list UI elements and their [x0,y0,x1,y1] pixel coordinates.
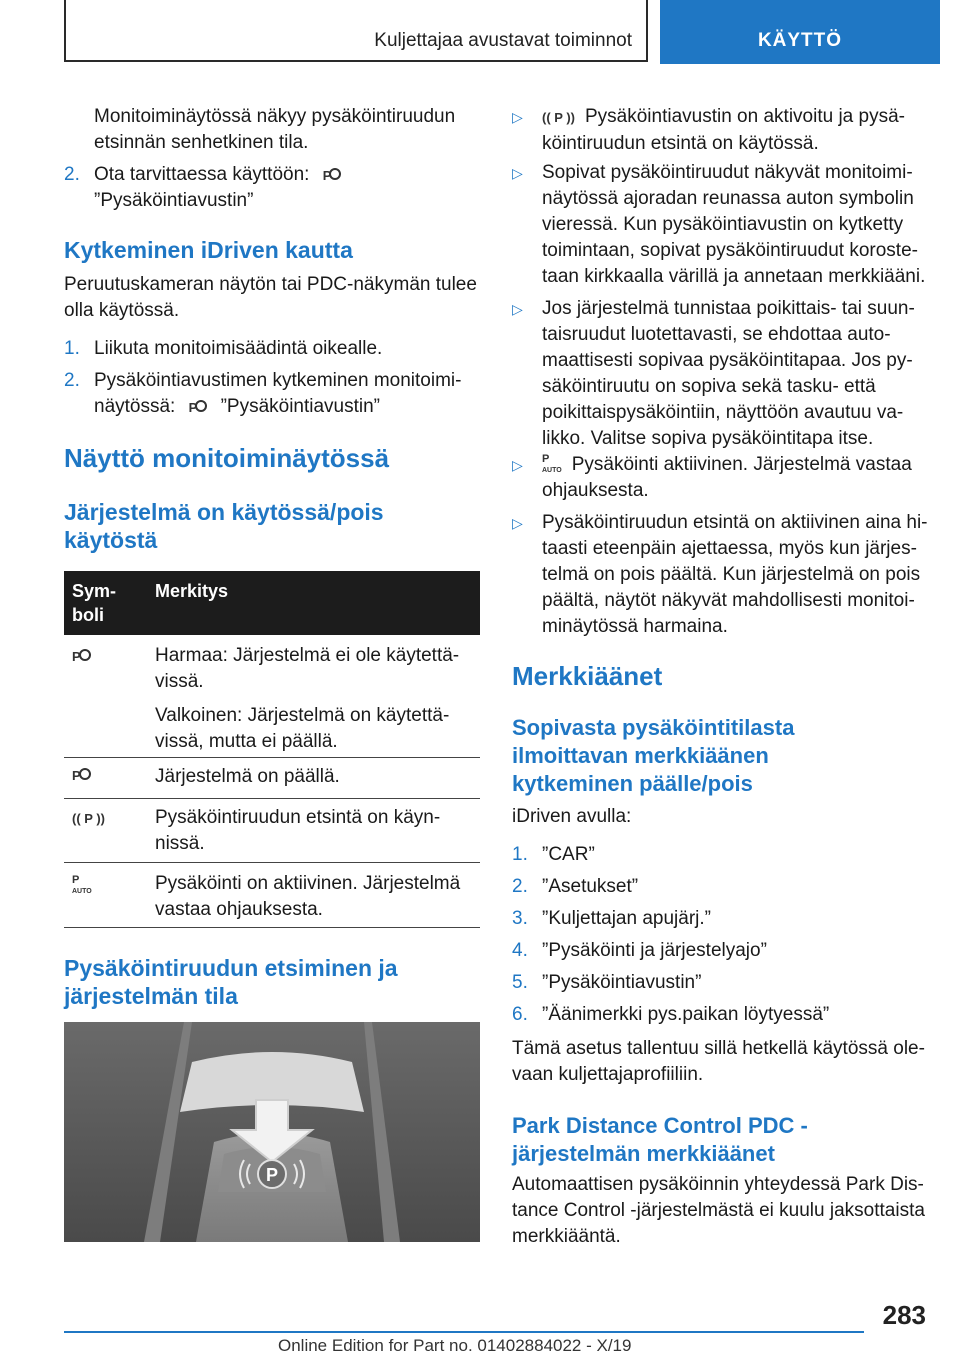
heading-line: ilmoittavan merkkiäänen [512,743,769,768]
parking-scan-icon: (( P )) [542,110,575,125]
bullet-text [542,296,915,452]
step-number: 2. [64,370,80,391]
page-number: 283 [882,1300,926,1330]
park-assist-icon: P [72,649,91,663]
step-text: ”Pysäköintiavustin” [542,972,702,993]
step-text: ”Kuljettajan apujärj.” [542,908,711,929]
park-auto-icon: P AUTO [72,874,92,895]
heading-line: Järjestelmä on käytössä/pois [64,499,384,525]
table-header [64,571,480,635]
bullet-line: maattisesti sopivaa pysäköintitapaa. Jos py- [542,350,913,371]
idrive-paragraph [64,272,477,324]
parking-scan-icon: (( P )) [72,811,105,826]
row-meaning [155,643,459,755]
step-line: Pysäköintiavustimen kytkeminen monitoimi- [94,370,462,391]
header-line: boli [72,605,104,625]
bullet-text [542,510,928,640]
step-text: Liikuta monitoimisäädintä oikealle. [94,338,383,359]
paragraph-line: Tämä asetus tallentuu sillä hetkellä käytössä ole- [512,1038,925,1059]
intro-line: Monitoiminäytössä näkyy pysäköintiruudun [94,106,456,127]
col-symbol-header [72,579,116,627]
meaning-line: Pysäköinti on aktiivinen. Järjestelmä [155,873,461,894]
col-meaning-header: Merkitys [155,581,229,601]
heading-line: kytkeminen päälle/pois [512,771,753,796]
bullet-line: toimintaan, sopivat pysäköintiruudut koroste- [542,240,918,261]
bullet-text [542,452,912,504]
bullet-line: telmä on pois päältä. Kun järjestelmä on pois [542,564,921,585]
heading-line: Sopivasta pysäköintitilasta [512,715,795,740]
step-number: 4. [512,940,528,961]
step-text: ”CAR” [542,844,595,865]
save-note [512,1036,925,1088]
paragraph-line: Automaattisen pysäköinnin yhteydessä Park Dis- [512,1174,924,1195]
footer-divider [64,1331,864,1333]
row-meaning [155,871,460,923]
heading-idrive: Kytkeminen iDriven kautta [64,237,353,263]
heading-display: Näyttö monitoiminäytössä [64,443,390,473]
park-assist-icon: P [189,400,208,415]
paragraph-line: tance Control -järjestelmästä ei kuulu jaksottaista [512,1200,925,1221]
bullet-line: vieressä. Kun pysäköintiavustin on kytketty [542,214,904,235]
bullet-line: minäytössä harmaina. [542,616,728,637]
bullet-line: Pysäköintiavustin on aktivoitu ja pysä- [584,106,905,127]
pdc-paragraph [512,1172,925,1250]
table-row [64,863,480,928]
heading-notify-sound [512,714,794,798]
heading-line: järjestelmän tila [64,983,238,1009]
bullet-line: likko. Valitse sopiva pysäköintitapa itse. [542,428,874,449]
step-text [94,368,461,420]
park-assist-icon: P [323,168,342,183]
step-number: 5. [512,972,528,993]
bullet-line: köintiruudun etsintä on käytössä. [542,133,819,154]
heading-system-state [64,498,384,554]
meaning-line: vissä. [155,671,204,692]
symbol-table [64,571,480,928]
step-text: ”Pysäköinti ja järjestelyajo” [542,940,767,961]
park-assist-icon: P [72,768,91,782]
heading-line: järjestelmän merkkiäänet [512,1141,775,1166]
triangle-bullet-icon: ▷ [512,457,523,473]
meaning-line: nissä. [155,833,205,854]
bullet-line: Jos järjestelmä tunnistaa poikittais- tai suun- [542,298,915,319]
parking-scene-illustration [64,1022,480,1242]
heading-line: Park Distance Control PDC - [512,1113,808,1138]
bullet-line: taasti eteenpäin ajettaessa, myös kun järjes- [542,538,917,559]
step-number: 1. [512,844,528,865]
heading-sounds: Merkkiäänet [512,661,663,691]
step-line: näytössä: [94,396,176,417]
bullet-line: poikittaispysäköintiin, näyttöön avautuu va- [542,402,904,423]
heading-line: Pysäköintiruudun etsiminen ja [64,955,398,981]
row-meaning: Järjestelmä on päällä. [155,766,340,787]
intro-line: etsinnän senhetkinen tila. [94,132,309,153]
step-line: ”Pysäköintiavustin” [94,190,254,211]
paragraph-line: Peruutuskameran näytön tai PDC-näkymän tulee [64,274,477,295]
step-line: Ota tarvittaessa käyttöön: [94,164,310,185]
triangle-bullet-icon: ▷ [512,301,523,317]
bullet-line: Sopivat pysäköintiruudut näkyvät monitoimi- [542,162,913,183]
section-title: Kuljettajaa avustavat toiminnot [374,30,632,51]
park-auto-icon: P AUTO [542,452,562,474]
step-number: 6. [512,1004,528,1025]
bullet-line: ohjauksesta. [542,480,649,501]
chapter-tab [660,0,940,64]
bullet-line: näytössä ajoradan reunassa auton symbolin [542,188,914,209]
step-number: 2. [512,876,528,897]
step-number: 1. [64,338,80,359]
row-meaning [155,805,440,857]
bullet-line: Pysäköintiruudun etsintä on aktiivinen aina hi- [542,512,928,533]
via-text: iDriven avulla: [512,806,632,827]
meaning-line: Pysäköintiruudun etsintä on käyn- [155,807,441,828]
header-line: Sym- [72,581,117,601]
table-row [64,758,480,799]
meaning-line: vastaa ohjauksesta. [155,899,323,920]
bullet-line: päältä, näytöt näkyvät mahdollisesti monitoi- [542,590,915,611]
step-text: ”Äänimerkki pys.paikan löytyessä” [542,1004,830,1025]
bullet-line: taan kirkkaalla värillä ja annetaan merkkiääni. [542,266,926,287]
paragraph-line: merkkiääntä. [512,1226,621,1247]
heading-line: käytöstä [64,527,158,553]
step-number: 2. [64,164,80,185]
bullet-text [542,160,925,290]
paragraph-line: olla käytössä. [64,300,180,321]
heading-pdc [512,1112,808,1168]
meaning-line: Valkoinen: Järjestelmä on käytettä- [155,705,450,726]
table-row [64,799,480,863]
triangle-bullet-icon: ▷ [512,109,523,125]
step-text: ”Asetukset” [542,876,639,897]
display-illustration [64,1022,480,1242]
meaning-line: Harmaa: Järjestelmä ei ole käytettä- [155,645,460,666]
bullet-text [542,104,905,157]
step-number: 3. [512,908,528,929]
paragraph-line: vaan kuljettajaprofiiliin. [512,1064,704,1085]
step-line: ”Pysäköintiavustin” [220,396,381,417]
step-text [94,162,341,214]
intro-text [94,104,455,156]
page-header [64,0,940,64]
edition-text: Online Edition for Part no. 01402884022 - X/19 [278,1336,632,1355]
triangle-bullet-icon: ▷ [512,515,523,531]
triangle-bullet-icon: ▷ [512,165,523,181]
table-row [64,635,480,758]
section-title-box [64,0,648,62]
meaning-line: vissä, mutta ei päällä. [155,731,338,752]
bullet-line: taisruudut luotettavasti, se ehdottaa auto- [542,324,891,345]
heading-search-status [64,954,398,1010]
parking-p-label: P [265,1165,279,1185]
chapter-tab-label: KÄYTTÖ [757,30,843,51]
bullet-line: Pysäköinti aktiivinen. Järjestelmä vastaa [571,454,912,475]
bullet-line: säköintiruutu on sopiva sekä tasku- että [542,376,876,397]
